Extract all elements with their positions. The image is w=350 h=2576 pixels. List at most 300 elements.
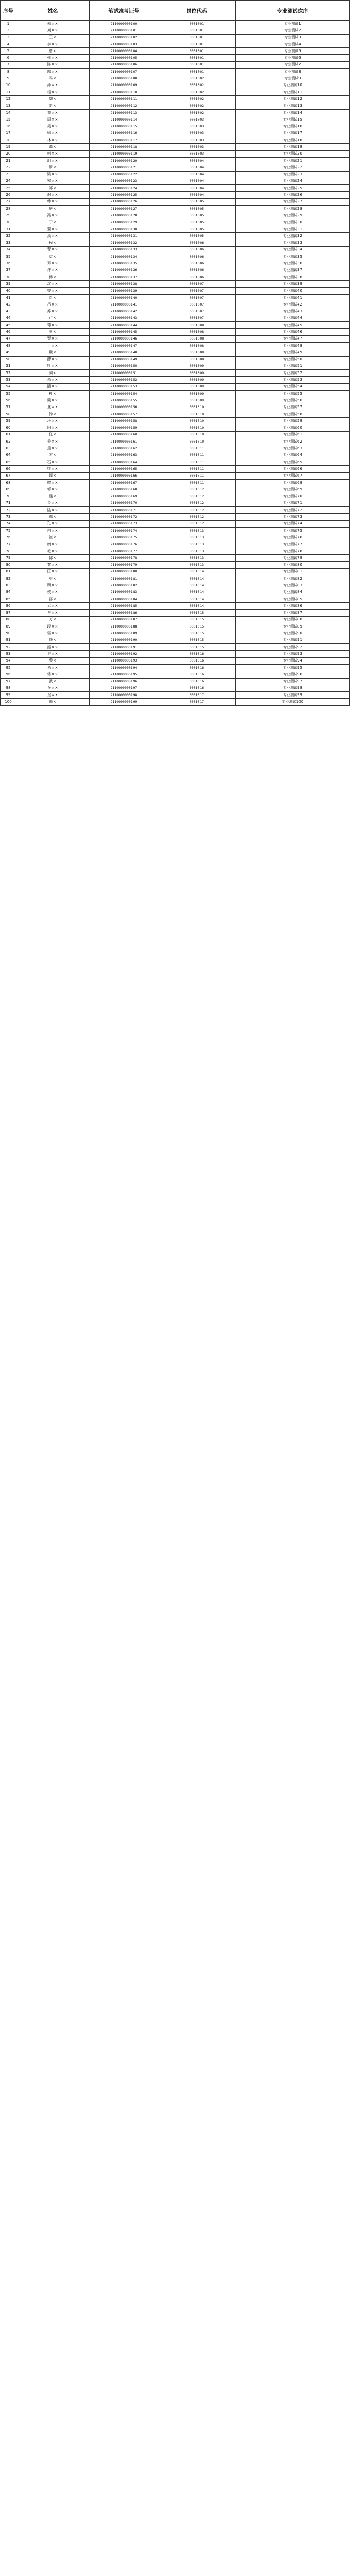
cell-index: 25 — [1, 185, 16, 192]
table-row — [1, 609, 350, 616]
cell-name: 韩×× — [16, 198, 90, 205]
cell-exam-number: 2110000000116 — [90, 130, 158, 137]
cell-test-order: 专业测试15 — [236, 116, 350, 123]
cell-exam-number: 2110000000194 — [90, 664, 158, 671]
cell-post-code: 0001004 — [158, 178, 236, 184]
cell-post-code: 0001005 — [158, 198, 236, 205]
cell-exam-number: 2110000000131 — [90, 233, 158, 240]
table-row — [1, 699, 350, 705]
col-header-index: 序号 — [1, 1, 16, 21]
cell-index: 6 — [1, 55, 16, 61]
table-body — [1, 21, 350, 706]
cell-index: 49 — [1, 349, 16, 356]
cell-name: 江×× — [16, 568, 90, 575]
cell-post-code: 0001012 — [158, 520, 236, 527]
cell-test-order: 专业测试37 — [236, 267, 350, 274]
cell-index: 14 — [1, 109, 16, 116]
cell-exam-number: 2110000000127 — [90, 206, 158, 212]
cell-name: 周×× — [16, 116, 90, 123]
cell-index: 60 — [1, 425, 16, 431]
cell-name: 许×× — [16, 267, 90, 274]
table-row — [1, 82, 350, 89]
cell-test-order: 专业测试89 — [236, 623, 350, 630]
cell-post-code: 0001004 — [158, 185, 236, 192]
table-row — [1, 370, 350, 377]
cell-test-order: 专业测试62 — [236, 438, 350, 445]
cell-index: 70 — [1, 493, 16, 500]
table-row — [1, 61, 350, 68]
cell-index: 63 — [1, 445, 16, 452]
cell-post-code: 0001013 — [158, 541, 236, 548]
cell-test-order: 专业测试44 — [236, 315, 350, 321]
cell-test-order: 专业测试4 — [236, 41, 350, 47]
cell-post-code: 0001012 — [158, 507, 236, 514]
cell-name: 吴×× — [16, 123, 90, 130]
cell-name: 薛×× — [16, 356, 90, 363]
cell-exam-number: 2110000000153 — [90, 383, 158, 390]
cell-test-order: 专业测试38 — [236, 274, 350, 280]
cell-post-code: 0001004 — [158, 192, 236, 198]
cell-test-order: 专业测试16 — [236, 123, 350, 130]
cell-test-order: 专业测试17 — [236, 130, 350, 137]
cell-index: 83 — [1, 582, 16, 589]
cell-post-code: 0001006 — [158, 260, 236, 267]
cell-post-code: 0001017 — [158, 692, 236, 699]
cell-index: 12 — [1, 96, 16, 103]
cell-test-order: 专业测试51 — [236, 363, 350, 369]
table-row — [1, 123, 350, 130]
cell-exam-number: 2110000000128 — [90, 212, 158, 219]
cell-index: 77 — [1, 541, 16, 548]
cell-name: 白×× — [16, 527, 90, 534]
cell-exam-number: 2110000000193 — [90, 657, 158, 664]
cell-index: 82 — [1, 575, 16, 582]
col-header-exam-number: 笔试准考证号 — [90, 1, 158, 21]
table-row — [1, 226, 350, 232]
cell-post-code: 0001005 — [158, 219, 236, 226]
cell-exam-number: 2110000000109 — [90, 82, 158, 89]
table-row — [1, 260, 350, 267]
cell-test-order: 专业测试100 — [236, 699, 350, 705]
cell-name: 常×× — [16, 671, 90, 678]
cell-test-order: 专业测试88 — [236, 616, 350, 623]
cell-test-order: 专业测试52 — [236, 370, 350, 377]
cell-test-order: 专业测试85 — [236, 596, 350, 602]
cell-test-order: 专业测试86 — [236, 603, 350, 609]
cell-test-order: 专业测试18 — [236, 137, 350, 144]
cell-post-code: 0001010 — [158, 431, 236, 438]
cell-test-order: 专业测试6 — [236, 55, 350, 61]
table-row — [1, 349, 350, 356]
cell-exam-number: 2110000000122 — [90, 171, 158, 178]
table-row — [1, 541, 350, 548]
table-row — [1, 486, 350, 493]
cell-test-order: 专业测试20 — [236, 150, 350, 157]
cell-post-code: 0001005 — [158, 233, 236, 240]
table-row — [1, 171, 350, 178]
table-row — [1, 34, 350, 41]
cell-test-order: 专业测试58 — [236, 411, 350, 417]
cell-post-code: 0001012 — [158, 500, 236, 506]
cell-post-code: 0001001 — [158, 69, 236, 75]
cell-name: 马× — [16, 75, 90, 82]
cell-name: 谢×× — [16, 192, 90, 198]
cell-exam-number: 2110000000143 — [90, 315, 158, 321]
cell-name: 林×× — [16, 137, 90, 144]
cell-exam-number: 2110000000112 — [90, 103, 158, 109]
cell-test-order: 专业测试9 — [236, 75, 350, 82]
cell-index: 21 — [1, 157, 16, 164]
table-row — [1, 69, 350, 75]
cell-name: 邵× — [16, 596, 90, 602]
cell-test-order: 专业测试98 — [236, 685, 350, 691]
cell-exam-number: 2110000000129 — [90, 219, 158, 226]
cell-exam-number: 2110000000158 — [90, 418, 158, 425]
cell-name: 钱× — [16, 637, 90, 643]
cell-index: 10 — [1, 82, 16, 89]
cell-exam-number: 2110000000184 — [90, 596, 158, 602]
cell-exam-number: 2110000000172 — [90, 514, 158, 520]
cell-index: 32 — [1, 233, 16, 240]
cell-exam-number: 2110000000148 — [90, 349, 158, 356]
cell-name: 史× — [16, 575, 90, 582]
cell-exam-number: 2110000000156 — [90, 404, 158, 411]
table-row — [1, 616, 350, 623]
cell-post-code: 0001002 — [158, 103, 236, 109]
cell-index: 4 — [1, 41, 16, 47]
cell-name: 任× — [16, 431, 90, 438]
cell-test-order: 专业测试8 — [236, 69, 350, 75]
table-row — [1, 657, 350, 664]
table-row — [1, 89, 350, 95]
table-row — [1, 41, 350, 47]
cell-test-order: 专业测试46 — [236, 329, 350, 335]
cell-name: 龙×× — [16, 609, 90, 616]
cell-post-code: 0001016 — [158, 685, 236, 691]
cell-name: 廖×× — [16, 479, 90, 486]
cell-post-code: 0001005 — [158, 212, 236, 219]
cell-index: 19 — [1, 144, 16, 150]
cell-test-order: 专业测试82 — [236, 575, 350, 582]
cell-index: 45 — [1, 322, 16, 329]
cell-post-code: 0001016 — [158, 664, 236, 671]
table-row — [1, 233, 350, 240]
cell-test-order: 专业测试80 — [236, 562, 350, 568]
table-row — [1, 466, 350, 472]
cell-index: 8 — [1, 69, 16, 75]
col-header-name: 姓名 — [16, 1, 90, 21]
cell-index: 50 — [1, 356, 16, 363]
cell-exam-number: 2110000000168 — [90, 486, 158, 493]
cell-name: 范×× — [16, 445, 90, 452]
cell-index: 73 — [1, 514, 16, 520]
cell-post-code: 0001006 — [158, 246, 236, 253]
cell-test-order: 专业测试75 — [236, 527, 350, 534]
cell-exam-number: 2110000000182 — [90, 582, 158, 589]
cell-name: 叶×× — [16, 363, 90, 369]
cell-name: 武× — [16, 678, 90, 685]
table-row — [1, 75, 350, 82]
cell-index: 96 — [1, 671, 16, 678]
cell-name: 姜×× — [16, 438, 90, 445]
cell-post-code: 0001002 — [158, 96, 236, 103]
table-row — [1, 164, 350, 171]
table-row — [1, 582, 350, 589]
cell-post-code: 0001010 — [158, 411, 236, 417]
cell-name: 黎× — [16, 657, 90, 664]
table-row — [1, 21, 350, 27]
cell-name: 杜× — [16, 391, 90, 397]
table-row — [1, 459, 350, 466]
cell-name: 杨×× — [16, 89, 90, 95]
cell-name: 萧×× — [16, 233, 90, 240]
table-row — [1, 425, 350, 431]
cell-name: 魏× — [16, 349, 90, 356]
table-row — [1, 103, 350, 109]
cell-test-order: 专业测试77 — [236, 541, 350, 548]
cell-name: 方× — [16, 452, 90, 459]
cell-index: 64 — [1, 452, 16, 459]
cell-exam-number: 2110000000175 — [90, 534, 158, 541]
cell-name: 孙×× — [16, 82, 90, 89]
cell-index: 57 — [1, 404, 16, 411]
cell-index: 71 — [1, 500, 16, 506]
cell-index: 15 — [1, 116, 16, 123]
cell-post-code: 0001003 — [158, 123, 236, 130]
cell-test-order: 专业测试71 — [236, 500, 350, 506]
table-row — [1, 391, 350, 397]
cell-post-code: 0001014 — [158, 582, 236, 589]
table-row — [1, 664, 350, 671]
cell-test-order: 专业测试47 — [236, 335, 350, 342]
cell-index: 90 — [1, 630, 16, 637]
cell-exam-number: 2110000000181 — [90, 575, 158, 582]
cell-exam-number: 2110000000188 — [90, 623, 158, 630]
cell-post-code: 0001003 — [158, 116, 236, 123]
cell-exam-number: 2110000000120 — [90, 157, 158, 164]
cell-post-code: 0001007 — [158, 294, 236, 301]
cell-exam-number: 2110000000124 — [90, 185, 158, 192]
cell-index: 23 — [1, 171, 16, 178]
cell-exam-number: 2110000000171 — [90, 507, 158, 514]
cell-name: 谭× — [16, 472, 90, 479]
cell-name: 邱× — [16, 555, 90, 562]
cell-name: 曹× — [16, 48, 90, 55]
table-row — [1, 418, 350, 425]
cell-name: 钟× — [16, 411, 90, 417]
table-row — [1, 301, 350, 308]
cell-index: 66 — [1, 466, 16, 472]
table-row — [1, 267, 350, 274]
cell-index: 53 — [1, 377, 16, 383]
cell-index: 28 — [1, 206, 16, 212]
cell-post-code: 0001003 — [158, 130, 236, 137]
cell-index: 43 — [1, 308, 16, 315]
cell-exam-number: 2110000000163 — [90, 452, 158, 459]
cell-test-order: 专业测试1 — [236, 21, 350, 27]
cell-exam-number: 2110000000133 — [90, 246, 158, 253]
cell-test-order: 专业测试31 — [236, 226, 350, 232]
cell-post-code: 0001012 — [158, 514, 236, 520]
cell-exam-number: 2110000000146 — [90, 335, 158, 342]
cell-index: 46 — [1, 329, 16, 335]
cell-post-code: 0001014 — [158, 575, 236, 582]
cell-index: 93 — [1, 651, 16, 657]
cell-test-order: 专业测试11 — [236, 89, 350, 95]
cell-test-order: 专业测试84 — [236, 589, 350, 596]
cell-post-code: 0001009 — [158, 377, 236, 383]
cell-test-order: 专业测试99 — [236, 692, 350, 699]
cell-name: 雷×× — [16, 630, 90, 637]
cell-name: 曾×× — [16, 287, 90, 294]
cell-exam-number: 2110000000103 — [90, 41, 158, 47]
cell-test-order: 专业测试60 — [236, 425, 350, 431]
cell-name: 邹×× — [16, 486, 90, 493]
cell-post-code: 0001011 — [158, 479, 236, 486]
cell-name: 傅× — [16, 274, 90, 280]
cell-post-code: 0001015 — [158, 616, 236, 623]
table-row — [1, 240, 350, 246]
table-row — [1, 377, 350, 383]
table-row — [1, 479, 350, 486]
cell-exam-number: 2110000000113 — [90, 109, 158, 116]
cell-test-order: 专业测试35 — [236, 253, 350, 260]
cell-name: 沈×× — [16, 281, 90, 287]
cell-index: 87 — [1, 609, 16, 616]
cell-post-code: 0001014 — [158, 596, 236, 602]
cell-name: 万× — [16, 616, 90, 623]
cell-exam-number: 2110000000165 — [90, 466, 158, 472]
cell-name: 阎× — [16, 370, 90, 377]
cell-index: 34 — [1, 246, 16, 253]
table-row — [1, 329, 350, 335]
cell-test-order: 专业测试79 — [236, 555, 350, 562]
cell-index: 72 — [1, 507, 16, 514]
cell-test-order: 专业测试94 — [236, 657, 350, 664]
cell-index: 16 — [1, 123, 16, 130]
cell-exam-number: 2110000000160 — [90, 431, 158, 438]
cell-post-code: 0001011 — [158, 459, 236, 466]
cell-exam-number: 2110000000107 — [90, 69, 158, 75]
cell-post-code: 0001013 — [158, 527, 236, 534]
cell-name: 卢× — [16, 315, 90, 321]
cell-name: 孟×× — [16, 603, 90, 609]
cell-test-order: 专业测试54 — [236, 383, 350, 390]
table-row — [1, 96, 350, 103]
cell-test-order: 专业测试19 — [236, 144, 350, 150]
table-row — [1, 185, 350, 192]
cell-test-order: 专业测试5 — [236, 48, 350, 55]
cell-test-order: 专业测试96 — [236, 671, 350, 678]
cell-name: 蔡× — [16, 329, 90, 335]
cell-index: 2 — [1, 27, 16, 34]
cell-exam-number: 2110000000196 — [90, 678, 158, 685]
table-row — [1, 363, 350, 369]
table-row — [1, 603, 350, 609]
cell-test-order: 专业测试34 — [236, 246, 350, 253]
cell-post-code: 0001008 — [158, 349, 236, 356]
cell-post-code: 0001011 — [158, 452, 236, 459]
cell-name: 姚×× — [16, 466, 90, 472]
cell-post-code: 0001015 — [158, 609, 236, 616]
cell-name: 尹×× — [16, 651, 90, 657]
table-row — [1, 137, 350, 144]
cell-name: 秦×× — [16, 562, 90, 568]
table-row — [1, 438, 350, 445]
cell-post-code: 0001004 — [158, 157, 236, 164]
cell-index: 81 — [1, 568, 16, 575]
cell-post-code: 0001014 — [158, 603, 236, 609]
table-row — [1, 219, 350, 226]
cell-test-order: 专业测试42 — [236, 301, 350, 308]
cell-index: 5 — [1, 48, 16, 55]
cell-exam-number: 2110000000119 — [90, 150, 158, 157]
table-row — [1, 445, 350, 452]
cell-exam-number: 2110000000114 — [90, 116, 158, 123]
cell-post-code: 0001001 — [158, 61, 236, 68]
cell-test-order: 专业测试90 — [236, 630, 350, 637]
cell-post-code: 0001002 — [158, 82, 236, 89]
cell-exam-number: 2110000000134 — [90, 253, 158, 260]
table-row — [1, 411, 350, 417]
cell-name: 李×× — [16, 41, 90, 47]
cell-test-order: 专业测试33 — [236, 240, 350, 246]
cell-exam-number: 2110000000185 — [90, 603, 158, 609]
table-row — [1, 274, 350, 280]
table-row — [1, 198, 350, 205]
cell-post-code: 0001011 — [158, 466, 236, 472]
cell-post-code: 0001016 — [158, 657, 236, 664]
cell-exam-number: 2110000000173 — [90, 520, 158, 527]
cell-post-code: 0001009 — [158, 397, 236, 404]
cell-test-order: 专业测试13 — [236, 103, 350, 109]
cell-post-code: 0001001 — [158, 41, 236, 47]
cell-index: 74 — [1, 520, 16, 527]
cell-post-code: 0001007 — [158, 301, 236, 308]
table-row — [1, 287, 350, 294]
cell-post-code: 0001012 — [158, 493, 236, 500]
cell-name: 唐× — [16, 206, 90, 212]
table-row — [1, 637, 350, 643]
cell-index: 41 — [1, 294, 16, 301]
cell-test-order: 专业测试36 — [236, 260, 350, 267]
cell-index: 22 — [1, 164, 16, 171]
cell-name: 胡×× — [16, 157, 90, 164]
cell-name: 张×× — [16, 55, 90, 61]
cell-index: 94 — [1, 657, 16, 664]
cell-exam-number: 2110000000139 — [90, 287, 158, 294]
cell-index: 80 — [1, 562, 16, 568]
cell-post-code: 0001013 — [158, 534, 236, 541]
col-header-post-code: 岗位代码 — [158, 1, 236, 21]
cell-exam-number: 2110000000151 — [90, 370, 158, 377]
table-row — [1, 206, 350, 212]
cell-exam-number: 2110000000121 — [90, 164, 158, 171]
cell-index: 37 — [1, 267, 16, 274]
cell-index: 30 — [1, 219, 16, 226]
cell-name: 丁×× — [16, 342, 90, 349]
cell-test-order: 专业测试59 — [236, 418, 350, 425]
cell-test-order: 专业测试69 — [236, 486, 350, 493]
cell-index: 35 — [1, 253, 16, 260]
cell-name: 石×× — [16, 459, 90, 466]
cell-post-code: 0001010 — [158, 425, 236, 431]
cell-index: 18 — [1, 137, 16, 144]
cell-post-code: 0001001 — [158, 27, 236, 34]
cell-post-code: 0001015 — [158, 630, 236, 637]
cell-test-order: 专业测试23 — [236, 171, 350, 178]
cell-name: 崔× — [16, 534, 90, 541]
